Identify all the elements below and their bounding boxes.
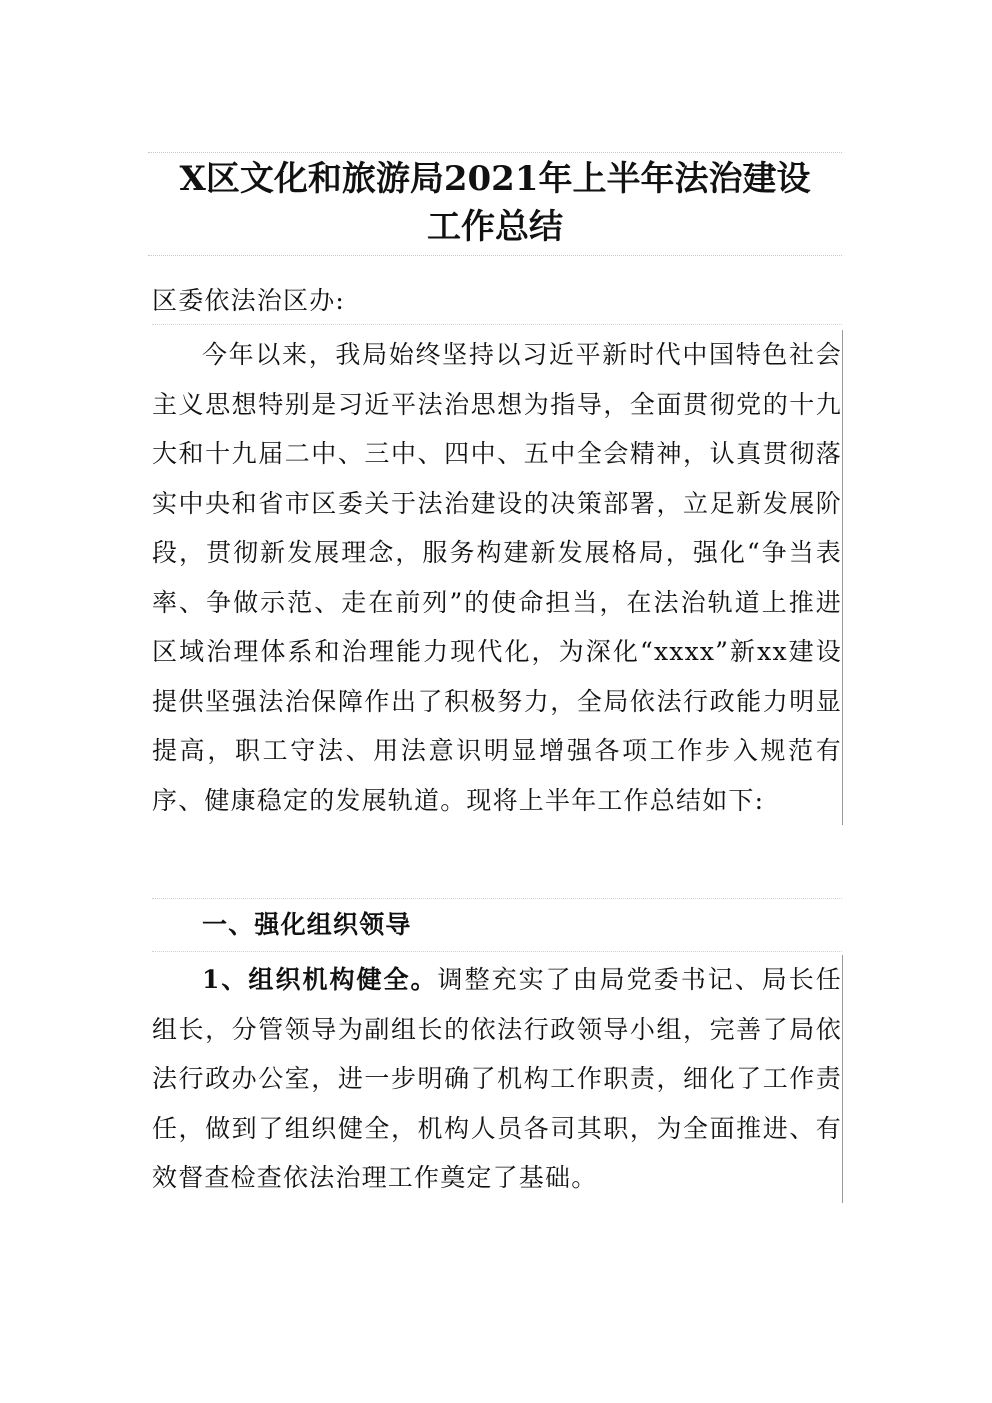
item-lead: 1、组织机构健全。 — [202, 965, 438, 994]
item-text: 调整充实了由局党委书记、局长任组长，分管领导为副组长的依法行政领导小组，完善了局依法行政办公室，进一步明确了机构工作职责，细化了工作责任，做到了组织健全，机构人员各司其职，为全面推进、有效督查检查依法治理工作奠定了基础。 — [152, 965, 842, 1192]
section-heading: 一、强化组织领导 — [152, 898, 842, 952]
divider — [152, 324, 842, 325]
document-title — [148, 152, 842, 256]
salutation: 区委依法治区办: — [152, 286, 346, 315]
intro-paragraph: 今年以来，我局始终坚持以习近平新时代中国特色社会主义思想特别是习近平法治思想为指导，全面贯彻党的十九大和十九届二中、三中、四中、五中全会精神，认真贯彻落实中央和省市区委关于法治建设的决策部署，立足新发展阶段，贯彻新发展理念，服务构建新发展格局，强化“争当表率、争做示范、走在前列”的使命担当，在法治轨道上推进区域治理体系和治理能力现代化，为深化“xxxx”新xx建设提供坚强法治保障作出了积极努力，全局依法行政能力明显提高，职工守法、用法意识明显增强各项工作步入规范有序、健康稳定的发展轨道。现将上半年工作总结如下: — [152, 330, 843, 825]
title-line-2: 工作总结 — [427, 207, 563, 247]
title-line-1: X区文化和旅游局2021年上半年法治建设 — [179, 159, 811, 199]
item-paragraph — [152, 955, 843, 1203]
